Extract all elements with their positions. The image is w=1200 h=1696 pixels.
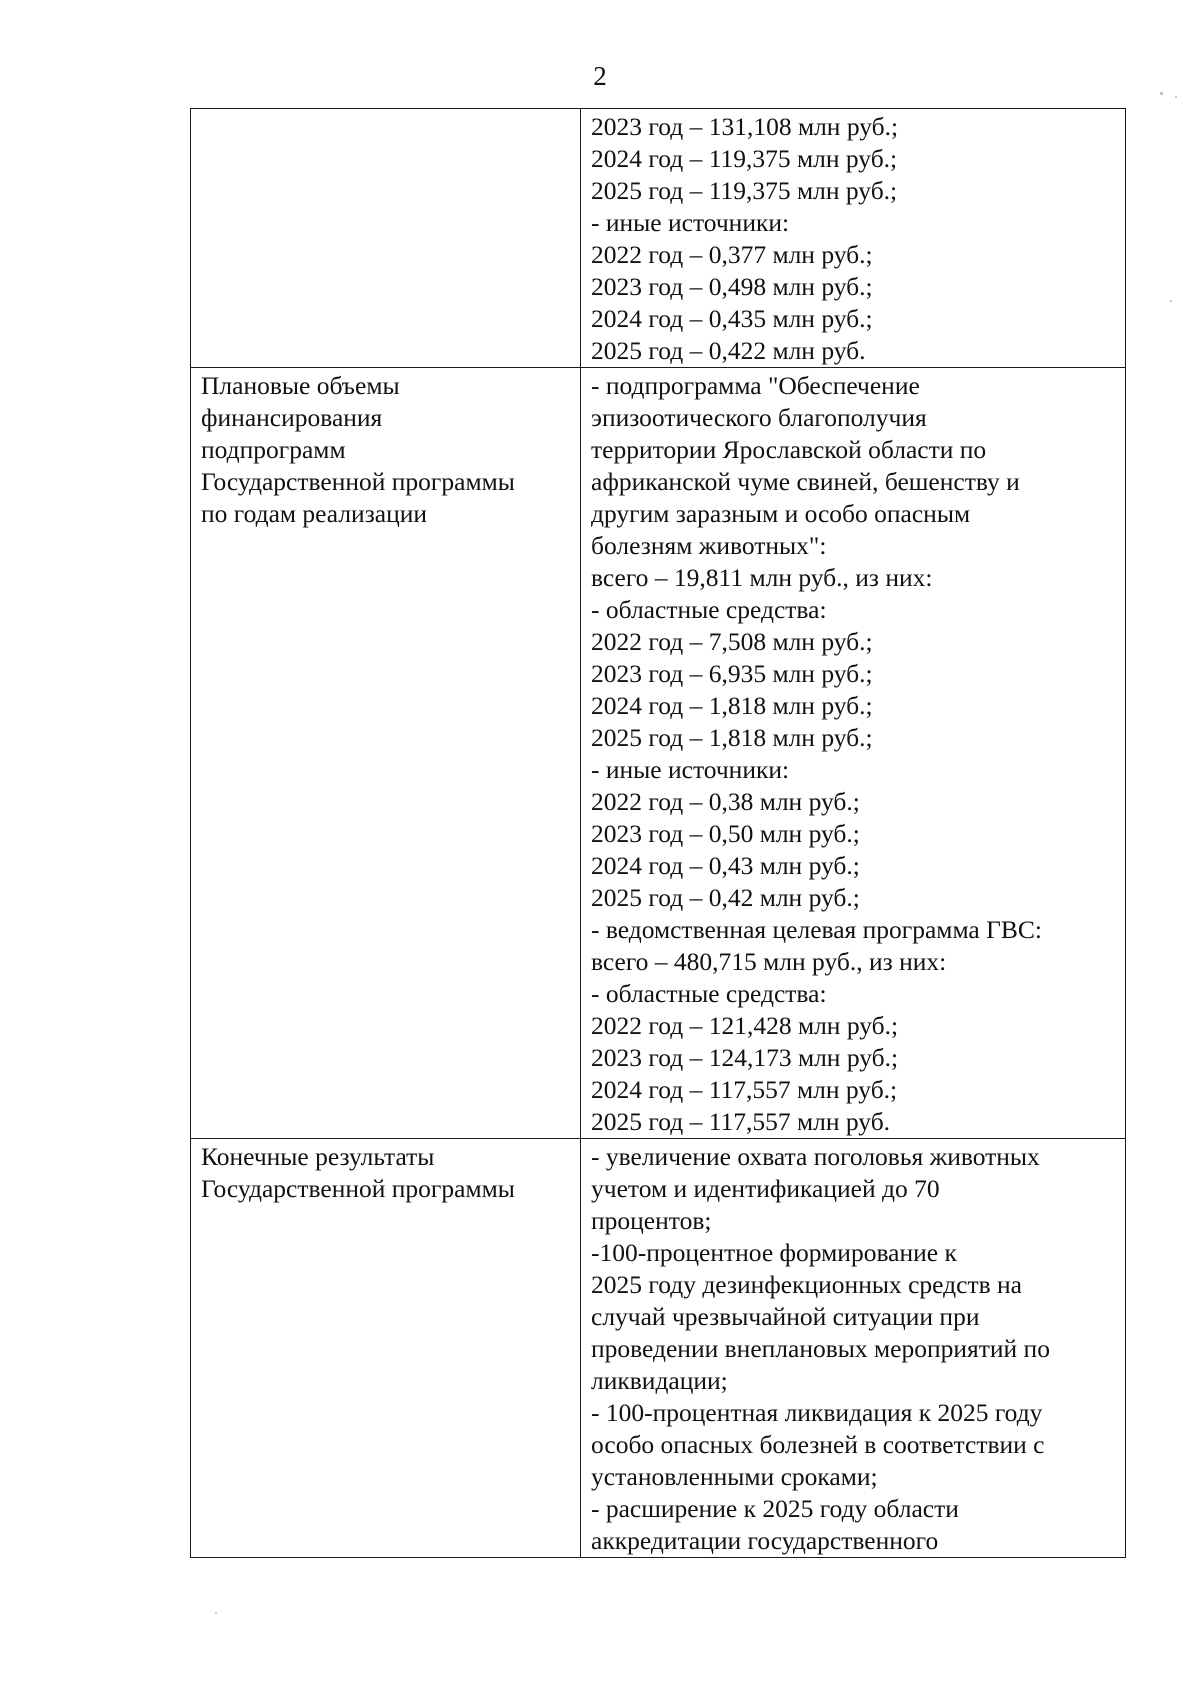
value-line: 2025 год – 119,375 млн руб.; bbox=[591, 176, 898, 205]
value-line: 2022 год – 0,38 млн руб.; bbox=[591, 787, 860, 816]
value-line: аккредитации государственного bbox=[591, 1526, 939, 1555]
value-line: 2024 год – 119,375 млн руб.; bbox=[591, 144, 898, 173]
table-row-final-results bbox=[191, 1139, 1126, 1558]
scan-speck bbox=[1175, 96, 1177, 98]
value-line: болезням животных": bbox=[591, 531, 827, 560]
value-line: - подпрограмма "Обеспечение bbox=[591, 371, 920, 400]
value-line: - областные средства: bbox=[591, 595, 827, 624]
value-line: 2023 год – 124,173 млн руб.; bbox=[591, 1043, 899, 1072]
value-line: 2025 году дезинфекционных средств на bbox=[591, 1270, 1022, 1299]
row-label-line: Государственной программы bbox=[201, 1174, 515, 1203]
value-line: ликвидации; bbox=[591, 1366, 728, 1395]
row-label-cell bbox=[191, 368, 581, 1139]
value-line: - ведомственная целевая программа ГВС: bbox=[591, 915, 1042, 944]
value-line: 2023 год – 6,935 млн руб.; bbox=[591, 659, 873, 688]
value-line: 2024 год – 117,557 млн руб.; bbox=[591, 1075, 898, 1104]
table-row-subprogram-financing bbox=[191, 368, 1126, 1139]
value-line: африканской чуме свиней, бешенству и bbox=[591, 467, 1020, 496]
scan-speck bbox=[1170, 300, 1172, 302]
value-line: всего – 19,811 млн руб., из них: bbox=[591, 563, 933, 592]
table-row-budget-continuation bbox=[191, 109, 1126, 368]
value-line: - увеличение охвата поголовья животных bbox=[591, 1142, 1040, 1171]
row-label-line: подпрограмм bbox=[201, 435, 346, 464]
row-label-cell bbox=[191, 109, 581, 368]
value-line: процентов; bbox=[591, 1206, 712, 1235]
value-line: - расширение к 2025 году области bbox=[591, 1494, 959, 1523]
row-label-line: финансирования bbox=[201, 403, 383, 432]
scan-speck bbox=[1160, 92, 1163, 95]
value-line: - иные источники: bbox=[591, 755, 790, 784]
page-number: 2 bbox=[593, 61, 607, 91]
value-line: территории Ярославской области по bbox=[591, 435, 987, 464]
value-line: - иные источники: bbox=[591, 208, 790, 237]
value-line: эпизоотического благополучия bbox=[591, 403, 927, 432]
value-line: 2022 год – 7,508 млн руб.; bbox=[591, 627, 873, 656]
value-line: 2025 год – 0,42 млн руб.; bbox=[591, 883, 860, 912]
value-line: 2022 год – 0,377 млн руб.; bbox=[591, 240, 873, 269]
row-label-cell bbox=[191, 1139, 581, 1558]
value-line: 2024 год – 0,435 млн руб.; bbox=[591, 304, 873, 333]
value-line: 2023 год – 131,108 млн руб.; bbox=[591, 112, 899, 141]
row-label-line: Конечные результаты bbox=[201, 1142, 435, 1171]
value-line: 2024 год – 0,43 млн руб.; bbox=[591, 851, 860, 880]
row-label-line: по годам реализации bbox=[201, 499, 428, 528]
value-line: -100-процентное формирование к bbox=[591, 1238, 957, 1267]
value-line: 2023 год – 0,50 млн руб.; bbox=[591, 819, 860, 848]
value-line: - областные средства: bbox=[591, 979, 827, 1008]
value-line: учетом и идентификацией до 70 bbox=[591, 1174, 940, 1203]
program-passport-table bbox=[190, 108, 1126, 1558]
row-label-line: Плановые объемы bbox=[201, 371, 400, 400]
value-line: - 100-процентная ликвидация к 2025 году bbox=[591, 1398, 1043, 1427]
row-label-line: Государственной программы bbox=[201, 467, 515, 496]
value-line: 2022 год – 121,428 млн руб.; bbox=[591, 1011, 899, 1040]
value-line: 2025 год – 0,422 млн руб. bbox=[591, 336, 866, 365]
value-line: всего – 480,715 млн руб., из них: bbox=[591, 947, 947, 976]
value-line: 2024 год – 1,818 млн руб.; bbox=[591, 691, 873, 720]
scan-speck bbox=[215, 1612, 217, 1614]
value-line: 2025 год – 117,557 млн руб. bbox=[591, 1107, 891, 1136]
value-line: другим заразным и особо опасным bbox=[591, 499, 971, 528]
value-line: особо опасных болезней в соответствии с bbox=[591, 1430, 1045, 1459]
row-value-cell bbox=[581, 109, 1126, 368]
row-value-cell bbox=[581, 368, 1126, 1139]
value-line: случай чрезвычайной ситуации при bbox=[591, 1302, 980, 1331]
row-value-cell bbox=[581, 1139, 1126, 1558]
value-line: установленными сроками; bbox=[591, 1462, 878, 1491]
value-line: проведении внеплановых мероприятий по bbox=[591, 1334, 1050, 1363]
value-line: 2023 год – 0,498 млн руб.; bbox=[591, 272, 873, 301]
value-line: 2025 год – 1,818 млн руб.; bbox=[591, 723, 873, 752]
